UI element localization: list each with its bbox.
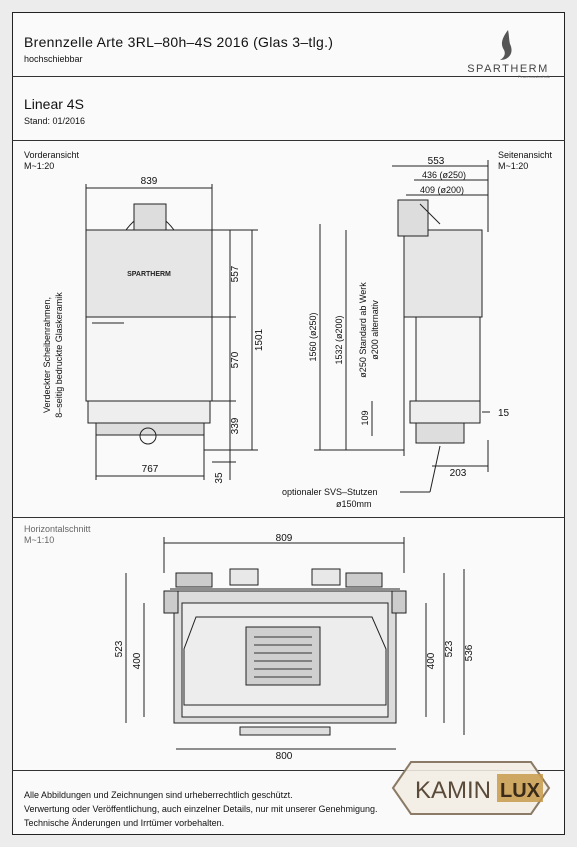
front-glass <box>86 317 212 401</box>
dim-553: 553 <box>427 156 445 167</box>
dim-809: 809 <box>275 533 293 544</box>
front-handle <box>240 727 330 735</box>
side-svs <box>416 423 464 443</box>
dim-1501: 1501 <box>254 328 265 352</box>
front-base <box>88 401 210 423</box>
standard-note-line1: ø250 Standard ab Werk <box>358 282 368 378</box>
dim-523-right: 523 <box>444 640 455 658</box>
horizontal-section-title: Horizontalschnitt M~1:10 <box>24 524 91 545</box>
dim-557: 557 <box>230 265 241 283</box>
front-plinth <box>96 423 204 435</box>
rail-box <box>230 569 258 585</box>
svs-note-line2: ø150mm <box>336 499 372 509</box>
front-flue <box>134 204 166 230</box>
rail-box <box>312 569 340 585</box>
dim-15: 15 <box>498 408 510 419</box>
glass-note-line1: Verdeckter Scheibenrahmen, <box>42 296 52 414</box>
grate <box>246 627 320 685</box>
top-rail-block <box>346 573 382 587</box>
model-name: Linear 4S <box>24 96 84 112</box>
watermark-kamin: KAMIN <box>414 777 492 804</box>
dim-800: 800 <box>275 751 293 762</box>
door-brand: SPARTHERM <box>127 271 171 278</box>
dim-409: 409 (ø200) <box>419 185 465 195</box>
footer-line3: Technische Änderungen und Irrtümer vorbehalten. <box>24 818 225 828</box>
dim-339: 339 <box>230 417 241 435</box>
dim-1532: 1532 (ø200) <box>334 315 344 365</box>
dim-400-left: 400 <box>132 652 143 670</box>
dim-767: 767 <box>141 464 159 475</box>
side-bracket <box>164 591 178 613</box>
elevation-drawings <box>0 140 577 517</box>
glass-note-line2: 8–seitig bedruckte Glaskeramik <box>54 292 64 418</box>
dim-436: 436 (ø250) <box>421 170 467 180</box>
standard-note-line2: ø200 alternativ <box>370 300 380 360</box>
brand-tagline: Feuerungstechnik <box>518 74 550 78</box>
dim-570: 570 <box>230 351 241 369</box>
dim-109: 109 <box>360 410 370 426</box>
footer-line2: Verwertung oder Veröffentlichung, auch einzelner Details, nur mit unserer Genehmigung. <box>24 804 378 814</box>
side-base <box>410 401 480 423</box>
side-glass <box>416 317 480 401</box>
brand-logo <box>452 22 564 78</box>
dim-839: 839 <box>140 176 158 187</box>
dim-400-right: 400 <box>426 652 437 670</box>
horizontal-section-drawing <box>0 517 577 770</box>
dim-35: 35 <box>214 472 225 484</box>
side-view-title: Seitenansicht M~1:20 <box>498 150 553 171</box>
page-title: Brennzelle Arte 3RL–80h–4S 2016 (Glas 3–tlg.) <box>24 34 334 50</box>
dim-536: 536 <box>464 644 475 662</box>
flame-icon <box>500 30 512 60</box>
side-bracket <box>392 591 406 613</box>
leader-line <box>430 446 440 492</box>
svs-note-line1: optionaler SVS–Stutzen <box>282 487 378 497</box>
brand-name: SPARTHERM <box>467 63 549 75</box>
page-subtitle: hochschiebbar <box>24 54 83 64</box>
dim-523-left: 523 <box>114 640 125 658</box>
side-top-panel <box>404 230 482 317</box>
watermark-logo <box>383 752 559 824</box>
top-rail-block <box>176 573 212 587</box>
watermark-lux: LUX <box>500 780 540 802</box>
dim-1560: 1560 (ø250) <box>308 312 318 362</box>
dim-203: 203 <box>449 468 467 479</box>
stand-date: Stand: 01/2016 <box>24 116 86 126</box>
side-flue <box>398 200 428 236</box>
front-view-title: Vorderansicht M~1:20 <box>24 150 80 171</box>
footer-line1: Alle Abbildungen und Zeichnungen sind urheberrechtlich geschützt. <box>24 790 293 800</box>
